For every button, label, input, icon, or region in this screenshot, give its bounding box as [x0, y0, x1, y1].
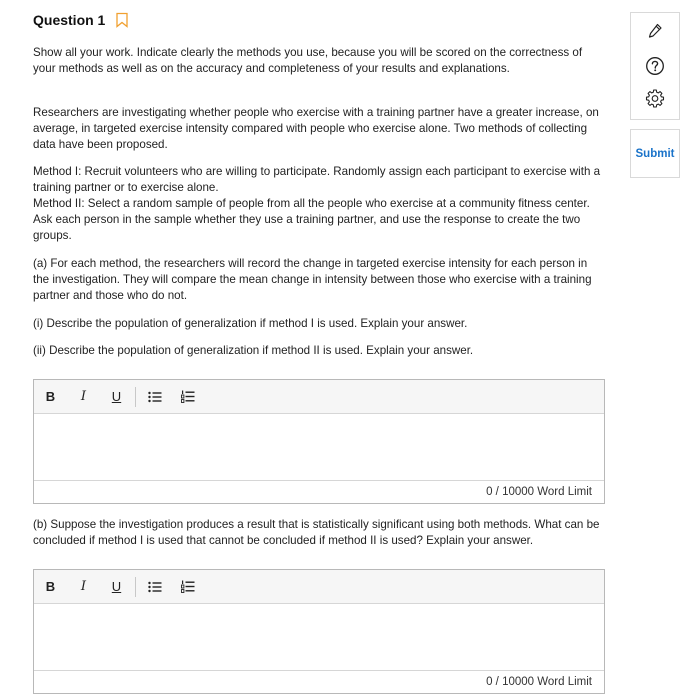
numbered-list-button[interactable] — [171, 570, 204, 603]
part-a-i-text: (i) Describe the population of generalization if method I is used. Explain your answer. — [33, 317, 468, 330]
submit-panel — [630, 129, 680, 178]
answer-editor-b — [33, 569, 605, 694]
toolbar-divider — [135, 387, 136, 407]
answer-textarea[interactable] — [34, 604, 604, 670]
method-two-text: Method II: Select a random sample of people from all the people who exercise at a community fitness center. Ask each person in the sample whether they use a training partner, and use the response to create the two groups. — [33, 197, 590, 242]
bullet-list-button[interactable] — [138, 380, 171, 413]
answer-textarea[interactable] — [34, 414, 604, 480]
bookmark-icon[interactable] — [115, 12, 129, 28]
bullet-list-icon — [148, 391, 162, 403]
numbered-list-icon — [181, 390, 195, 403]
underline-button[interactable]: U — [111, 579, 122, 594]
bullet-list-button[interactable] — [138, 570, 171, 603]
gear-icon[interactable] — [644, 87, 666, 109]
question-stem: Researchers are investigating whether people who exercise with a training partner have a greater increase, on average, in targeted exercise intensity compared with people who exercise alone. Two methods of collecting data have been proposed. — [33, 106, 599, 151]
editor-toolbar — [34, 380, 604, 414]
part-b-text: (b) Suppose the investigation produces a result that is statistically significant using both methods. What can be concluded if method I is used that cannot be concluded if method II is used? Explain your answer. — [33, 518, 600, 547]
bold-button[interactable]: B — [45, 579, 56, 594]
italic-button[interactable]: I — [80, 579, 87, 594]
pencil-icon[interactable] — [644, 21, 666, 43]
part-a-text: (a) For each method, the researchers will record the change in targeted exercise intensity for each person in the investigation. They will compare the mean change in intensity between those who exercise with a training partner and those who do not. — [33, 257, 592, 302]
answer-editor-a — [33, 379, 605, 504]
bullet-list-icon — [148, 581, 162, 593]
help-icon[interactable] — [644, 55, 666, 77]
word-limit-counter: 0 / 10000 Word Limit — [34, 670, 604, 693]
question-title: Question 1 — [33, 12, 106, 28]
numbered-list-button[interactable] — [171, 380, 204, 413]
toolbar-divider — [135, 577, 136, 597]
side-tool-panel — [630, 12, 680, 120]
word-limit-counter: 0 / 10000 Word Limit — [34, 480, 604, 503]
numbered-list-icon — [181, 580, 195, 593]
part-a-ii-text: (ii) Describe the population of generalization if method II is used. Explain your answer. — [33, 344, 474, 357]
instructions-text: Show all your work. Indicate clearly the methods you use, because you will be scored on the correctness of your methods as well as on the accuracy and completeness of your results and explanations. — [33, 46, 583, 75]
underline-button[interactable]: U — [111, 389, 122, 404]
submit-button[interactable]: Submit — [635, 147, 675, 160]
bold-button[interactable]: B — [45, 389, 56, 404]
editor-toolbar — [34, 570, 604, 604]
italic-button[interactable]: I — [80, 389, 87, 404]
method-one-text: Method I: Recruit volunteers who are willing to participate. Randomly assign each participant to exercise with a training partner or to exercise alone. — [33, 165, 601, 194]
question-header — [33, 12, 129, 28]
